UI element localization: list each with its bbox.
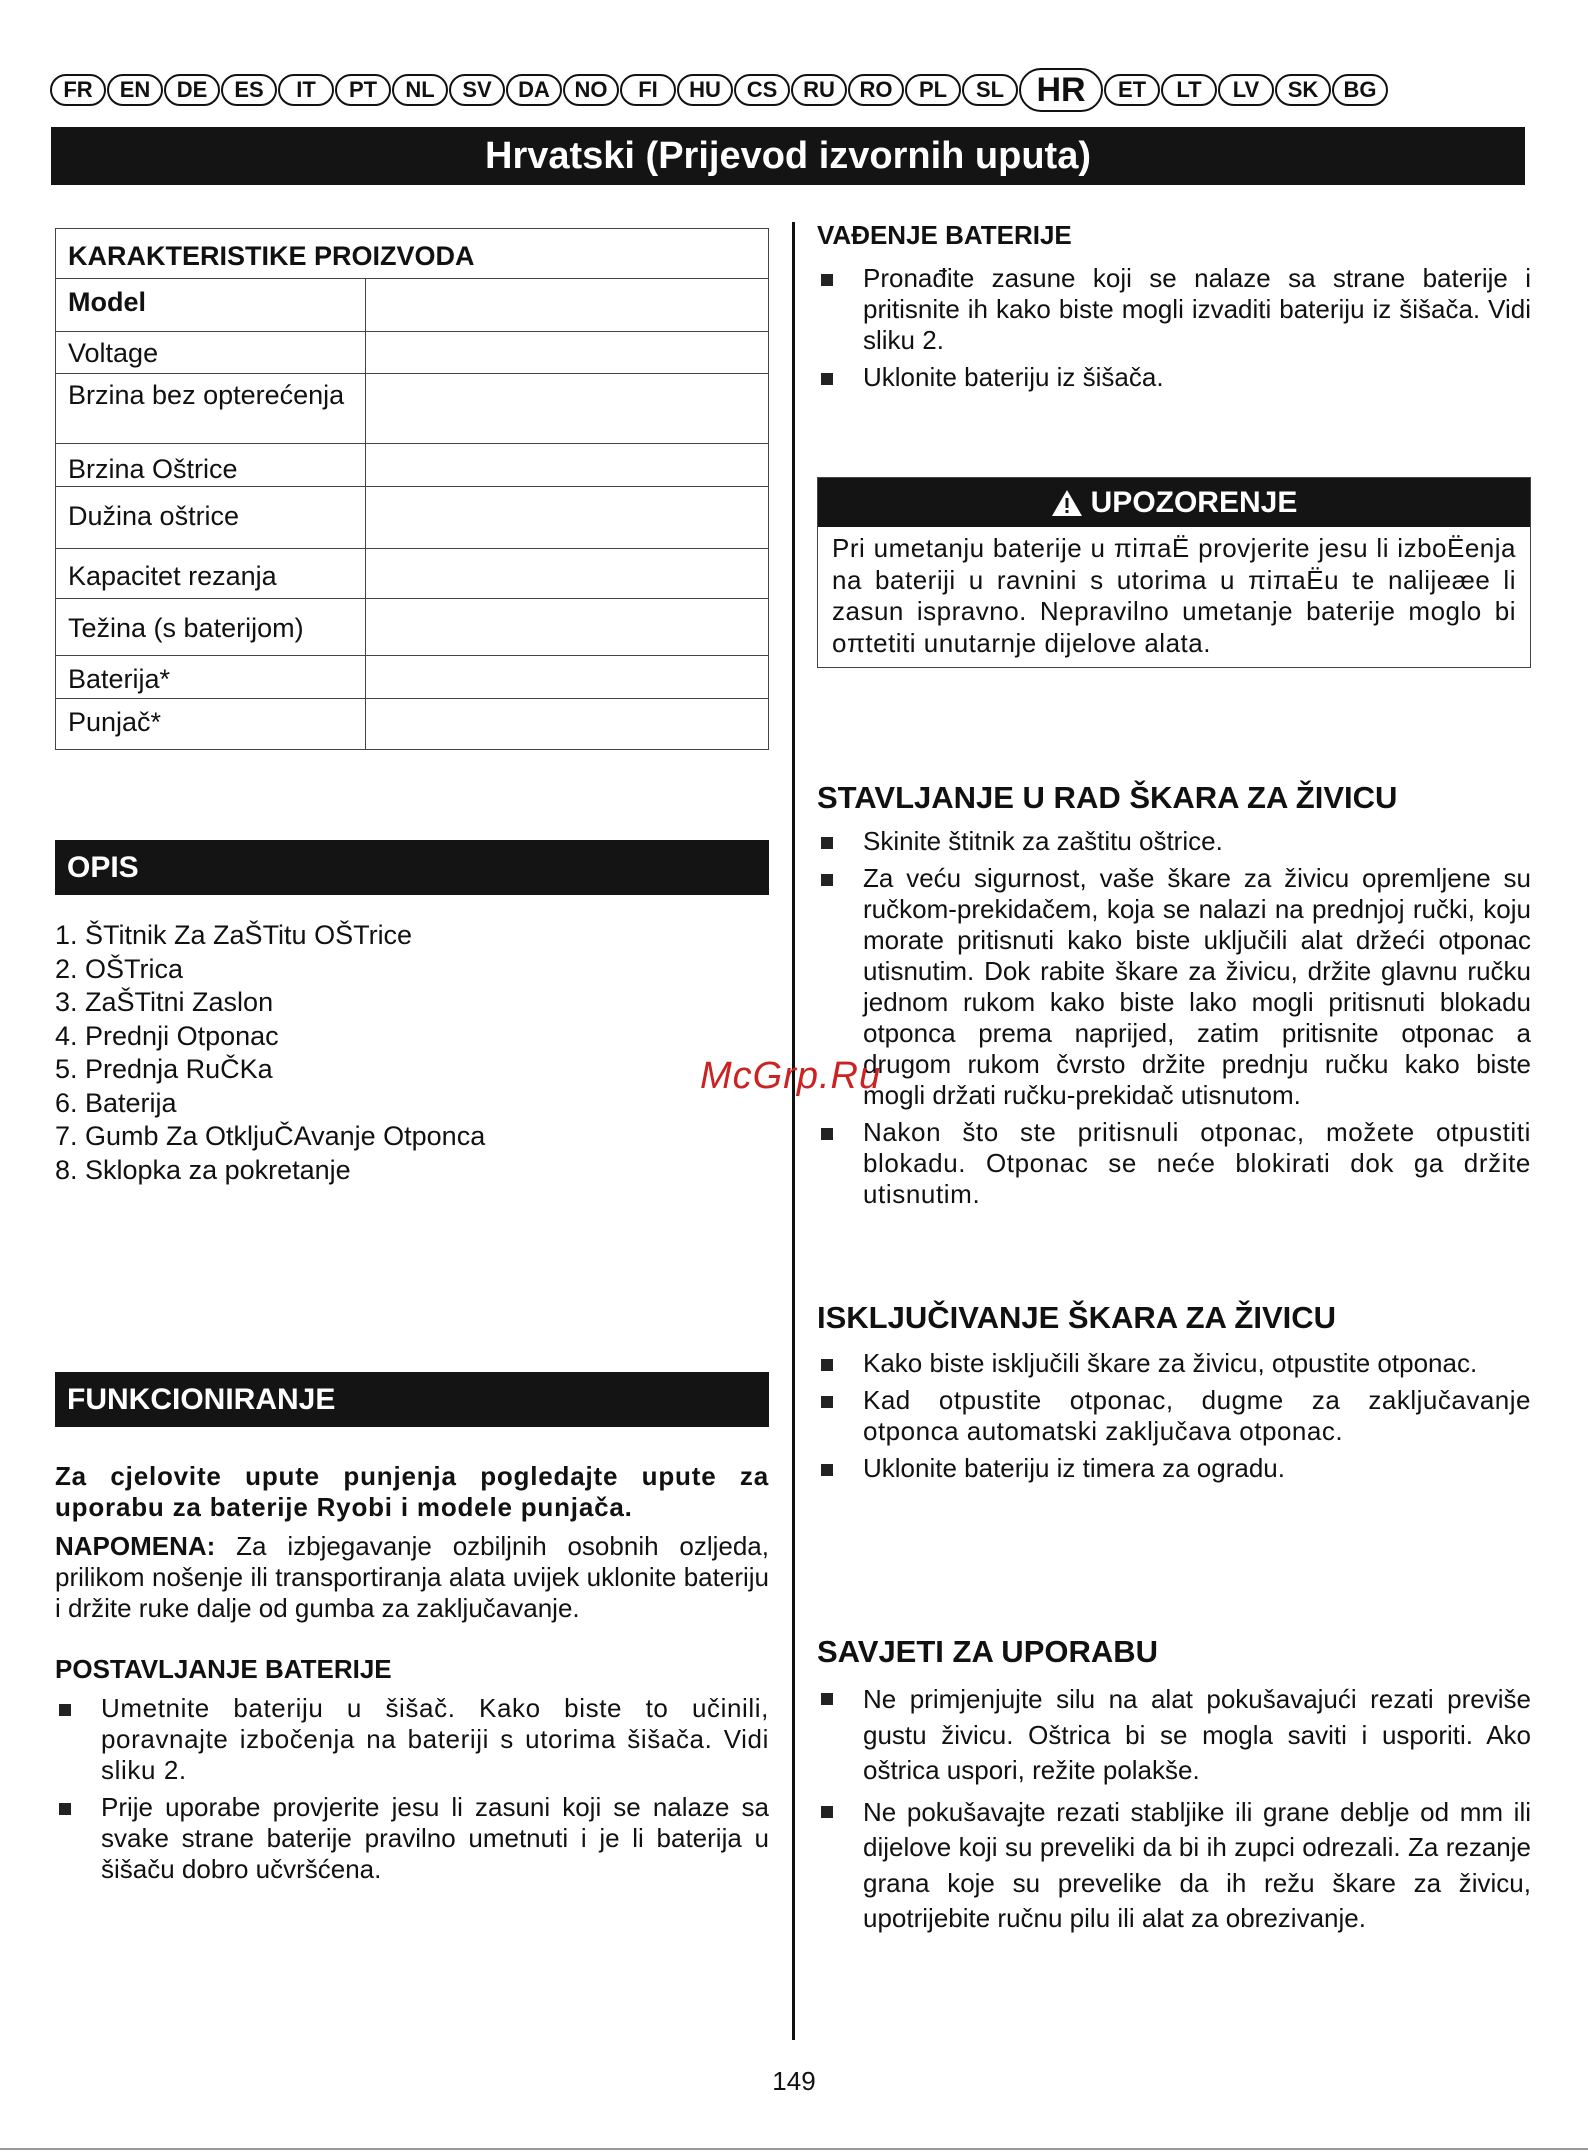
iskljucivanje-heading: ISKLJUČIVANJE ŠKARA ZA ŽIVICU (817, 1300, 1337, 1335)
spec-value (366, 444, 769, 487)
stavljanje-list (817, 826, 1531, 1210)
page-number: 149 (772, 2066, 816, 2096)
spec-label-charger: Punjač* (56, 699, 366, 750)
funkcioniranje-note (55, 1531, 769, 1624)
list-item: Uklonite bateriju iz timera za ogradu. (817, 1453, 1531, 1484)
list-item: Uklonite bateriju iz šišača. (817, 362, 1531, 393)
bullet-square-icon (59, 1704, 71, 1716)
opis-list (55, 919, 769, 1187)
lang-da[interactable]: DA (506, 74, 562, 106)
list-item: 2. OŠTrica (55, 953, 184, 984)
language-selector (50, 70, 1525, 110)
lang-pt[interactable]: PT (335, 74, 391, 106)
lang-bg[interactable]: BG (1332, 74, 1388, 106)
funkcioniranje-heading: FUNKCIONIRANJE (55, 1372, 769, 1427)
specs-table (55, 228, 769, 750)
warning-box (817, 477, 1531, 668)
note-text: Za izbjegavanje ozbiljnih osobnih ozljeda, prilikom nošenje ili transportiranja alata uvijek uklonite bateriju i držite ruke dalje od gumba za zaključavanje. (55, 1531, 769, 1623)
list-item: 8. Sklopka za pokretanje (55, 1154, 351, 1185)
spec-value (366, 332, 769, 374)
savjeti-heading: SAVJETI ZA UPORABU (817, 1634, 1159, 1669)
list-item: 5. Prednja RuČKa (55, 1054, 273, 1084)
spec-value (366, 699, 769, 750)
lang-sk[interactable]: SK (1275, 74, 1331, 106)
spec-value (366, 549, 769, 599)
lang-fi[interactable]: FI (620, 74, 676, 106)
bullet-square-icon (821, 1806, 833, 1818)
right-column (817, 220, 1531, 1943)
lang-lt[interactable]: LT (1161, 74, 1217, 106)
bullet-square-icon (821, 1359, 833, 1371)
spec-value (366, 279, 769, 332)
bullet-square-icon (821, 373, 833, 385)
lang-it[interactable]: IT (278, 74, 334, 106)
list-item: Pronađite zasune koji se nalaze sa strane baterije i pritisnite ih kako biste mogli izvaditi bateriju iz šišača. Vidi sliku 2. (817, 263, 1531, 356)
lang-nl[interactable]: NL (392, 74, 448, 106)
warning-triangle-icon (1051, 489, 1083, 517)
vadjenje-heading: VAĐENJE BATERIJE (817, 220, 1072, 250)
list-item: Skinite štitnik za zaštitu oštrice. (817, 826, 1531, 857)
bullet-square-icon (821, 1128, 833, 1140)
list-item: 4. Prednji Otponac (55, 1020, 279, 1051)
page-title: Hrvatski (Prijevod izvornih uputa) (51, 127, 1525, 185)
warning-header (818, 478, 1530, 527)
bullet-square-icon (821, 1396, 833, 1408)
lang-sl[interactable]: SL (962, 74, 1018, 106)
spec-label-voltage: Voltage (56, 332, 366, 374)
lang-es[interactable]: ES (221, 74, 277, 106)
list-item: Kako biste isključili škare za živicu, otpustite otponac. (817, 1348, 1531, 1379)
iskljucivanje-list (817, 1348, 1531, 1484)
list-item: Umetnite bateriju u šišač. Kako biste to učinili, poravnajte izbočenja na bateriji s utorima šišača. Vidi sliku 2. (55, 1693, 769, 1786)
bullet-square-icon (821, 274, 833, 286)
spec-label-blade-length: Dužina oštrice (56, 487, 366, 549)
lang-hr-active[interactable]: HR (1019, 68, 1103, 112)
bullet-square-icon (821, 874, 833, 886)
lang-cs[interactable]: CS (734, 74, 790, 106)
spec-label-battery: Baterija* (56, 656, 366, 699)
spec-label-model: Model (56, 279, 366, 332)
opis-heading: OPIS (55, 840, 769, 895)
lang-ru[interactable]: RU (791, 74, 847, 106)
postavljanje-list (55, 1693, 769, 1885)
spec-value (366, 599, 769, 656)
bullet-square-icon (821, 837, 833, 849)
lang-no[interactable]: NO (563, 74, 619, 106)
bullet-square-icon (821, 1464, 833, 1476)
spec-label-blade-speed: Brzina Oštrice (56, 444, 366, 487)
list-item: Prije uporabe provjerite jesu li zasuni koji se nalaze sa svake strane baterije pravilno umetnuti i je li baterija u šišaču dobro učvršćena. (55, 1792, 769, 1885)
list-item: 7. Gumb Za OtkljuČAvanje Otponca (55, 1121, 486, 1151)
list-item: Ne pokušavajte rezati stabljike ili grane deblje od mm ili dijelove koji su preveliki da bi ih zupci odrezali. Za rezanje grana koje su prevelike da ih režu škare za živicu, upotrijebite ručnu pilu ili alat za obrezivanje. (817, 1795, 1531, 1937)
list-item: 6. Baterija (55, 1087, 177, 1118)
lang-pl[interactable]: PL (905, 74, 961, 106)
warning-text: Pri umetanju baterije u πiπaË provjerite jesu li izboËenja na bateriji u ravnini s utorima u πiπaËu te nalijeæe li zasun ispravno. Nepravilno umetanje baterije moglo bi oπtetiti unutarnje dijelove alata. (832, 533, 1516, 658)
watermark: McGrp.Ru (700, 1055, 882, 1097)
specs-heading: KARAKTERISTIKE PROIZVODA (56, 229, 769, 279)
lang-hu[interactable]: HU (677, 74, 733, 106)
bottom-rule (0, 2148, 1588, 2150)
lang-ro[interactable]: RO (848, 74, 904, 106)
list-item: Ne primjenjujte silu na alat pokušavajući rezati previše gustu živicu. Oštrica bi se mogla saviti i usporiti. Ako oštrica uspori, režite polakše. (817, 1682, 1531, 1789)
list-item: Kad otpustite otponac, dugme za zaključavanje otponca automatski zaključava otponac. (817, 1385, 1531, 1447)
list-item: Nakon što ste pritisnuli otponac, možete otpustiti blokadu. Otponac se neće blokirati dok ga držite utisnutim. (817, 1117, 1531, 1210)
lang-de[interactable]: DE (164, 74, 220, 106)
stavljanje-heading: STAVLJANJE U RAD ŠKARA ZA ŽIVICU (817, 780, 1398, 815)
spec-label-weight: Težina (s baterijom) (56, 599, 366, 656)
bullet-square-icon (59, 1803, 71, 1815)
spec-label-no-load-speed: Brzina bez opterećenja (56, 374, 366, 444)
vadjenje-list (817, 263, 1531, 393)
lang-fr[interactable]: FR (50, 74, 106, 106)
postavljanje-heading: POSTAVLJANJE BATERIJE (55, 1654, 392, 1684)
lang-lv[interactable]: LV (1218, 74, 1274, 106)
bullet-square-icon (821, 1693, 833, 1705)
funkcioniranje-intro: Za cjelovite upute punjenja pogledajte upute za uporabu za baterije Ryobi i modele punjača. (55, 1461, 769, 1522)
list-item: 3. ZaŠTitni Zaslon (55, 987, 274, 1017)
spec-value (366, 487, 769, 549)
column-divider (792, 222, 795, 2040)
left-column (55, 228, 769, 1891)
spec-value (366, 656, 769, 699)
spec-label-cutting-capacity: Kapacitet rezanja (56, 549, 366, 599)
savjeti-list (817, 1682, 1531, 1937)
lang-sv[interactable]: SV (449, 74, 505, 106)
lang-et[interactable]: ET (1104, 74, 1160, 106)
spec-value (366, 374, 769, 444)
note-label: NAPOMENA: (55, 1531, 216, 1561)
list-item: 1. ŠTitnik Za ZaŠTitu OŠTrice (55, 920, 413, 950)
list-item: Za veću sigurnost, vaše škare za živicu opremljene su ručkom-prekidačem, koja se nalazi na prednjoj ručki, koju morate pritisnuti kako biste uključili alat držeći otponac utisnutim. Dok rabite škare za živicu, držite glavnu ručku jednom rukom kako biste lako mogli pritisnuti blokadu otponca prema naprijed, zatim pritisnite otponac a drugom rukom čvrsto držite prednju ručku kako biste mogli držati ručku-prekidač utisnutom. (817, 863, 1531, 1111)
warning-title: UPOZORENJE (1090, 485, 1298, 519)
lang-en[interactable]: EN (107, 74, 163, 106)
